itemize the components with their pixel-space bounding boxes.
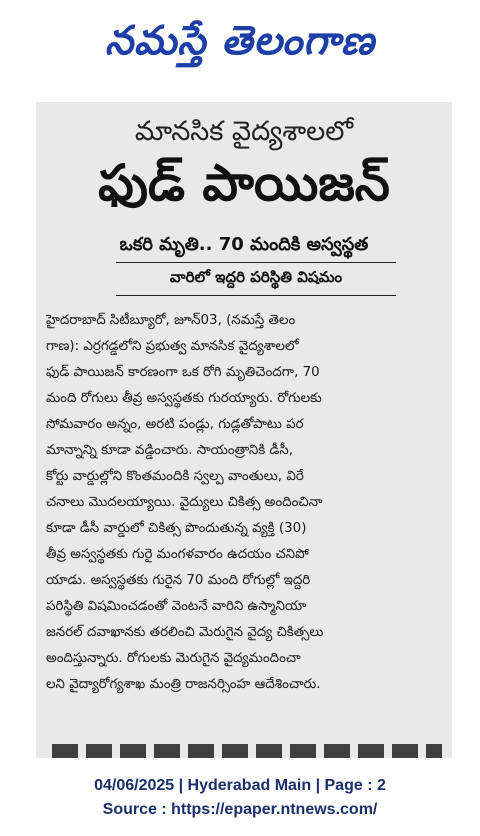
body-line: పరిస్థితి విషమించడంతో వెంటనే వారిని ఉస్మానియా — [46, 599, 307, 614]
body-line: అందిస్తున్నారు. రోగులకు మెరుగైన వైద్యమందించా — [46, 651, 301, 666]
body-line: కోర్టు వార్డుల్లోని కొంతమందికి స్వల్ప వాంతులు, విరే — [46, 469, 304, 484]
body-line: లని వైద్యారోగ్యశాఖ మంత్రి రాజనర్సింహ ఆదేశించారు. — [46, 677, 321, 692]
body-line: జనరల్ దవాఖానకు తరలించి మెరుగైన వైద్య చికిత్సలు — [46, 625, 324, 640]
article-clipping — [36, 102, 452, 758]
body-line: గాణ): ఎర్రగడ్డలోని ప్రభుత్వ మానసిక వైద్యశాలలో — [46, 339, 299, 354]
subdeck-box — [116, 262, 396, 296]
article-subdeck: వారిలో ఇద్దరి పరిస్థితి విషమం — [169, 268, 343, 286]
source-caption — [0, 774, 480, 822]
body-line: చనాలు మొదలయ్యాయి. వైద్యులు చికిత్స అందించినా — [46, 495, 323, 510]
caption-date-edition: 04/06/2025 | Hyderabad Main | Page : 2 — [94, 777, 386, 794]
body-line: మంది రోగులు తీవ్ర అస్వస్థతకు గురయ్యారు. రోగులకు — [46, 391, 322, 406]
body-line: సోమవారం అన్నం, అరటి పండ్లు, గుడ్లతోపాటు పర — [46, 417, 304, 432]
body-line: మాన్నాన్ని కూడా వడ్డించారు. సాయంత్రానికి డీసీ, — [46, 443, 294, 458]
body-line: కూడా డీసీ వార్డులో చికిత్స పొందుతున్న వ్యక్తి (30) — [46, 521, 307, 536]
cropped-headline-glyphs — [52, 744, 442, 758]
cropped-next-headline — [52, 732, 442, 758]
masthead — [0, 0, 480, 92]
article-deck: ఒకరి మృతి.. 70 మందికి అస్వస్థత — [119, 234, 369, 255]
body-line: యాడు. అస్వస్థతకు గురైన 70 మంది రోగుల్లో ఇద్దరి — [46, 573, 311, 588]
article-kicker: మానసిక వైద్యశాలలో — [134, 116, 354, 147]
body-line: హైదరాబాద్ సిటీబ్యూరో, జూన్03, (నమస్తే తెలం — [46, 313, 296, 328]
article-headline: ఫుడ్ పాయిజన్ — [98, 154, 390, 212]
caption-source: Source : https://epaper.ntnews.com/ — [102, 801, 378, 818]
body-line: ఫుడ్ పాయిజన్ కారణంగా ఒక రోగి మృతిచెందగా, 70 — [46, 365, 320, 380]
newspaper-logo: నమస్తే తెలంగాణ — [104, 18, 376, 64]
article-body — [46, 308, 440, 698]
body-line: తీవ్ర అస్వస్థతకు గురై మంగళవారం ఉదయం చనిపో — [46, 547, 309, 562]
